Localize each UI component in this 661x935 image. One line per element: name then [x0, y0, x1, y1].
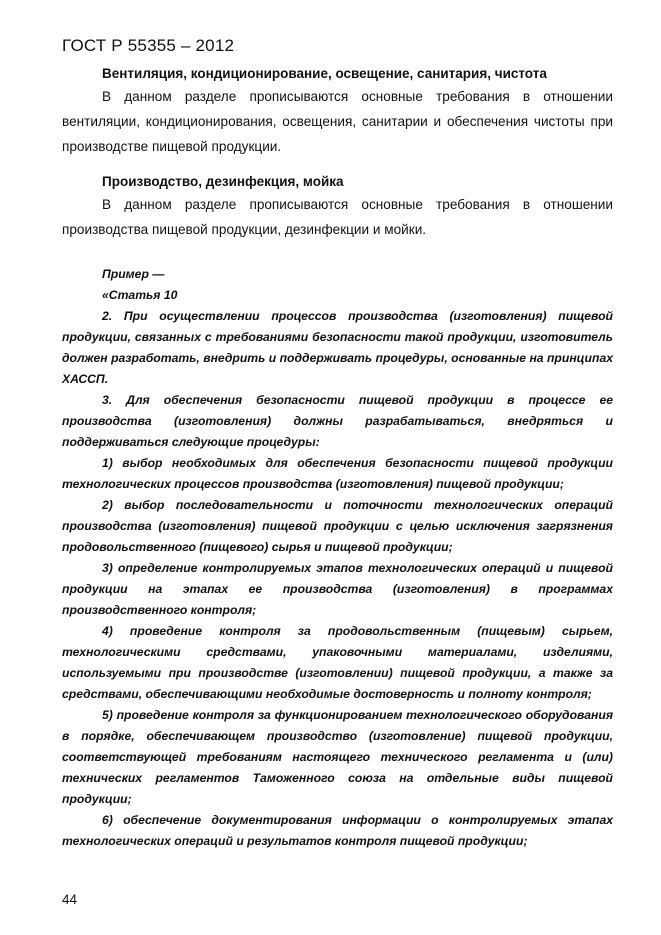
section-heading-ventilation: Вентиляция, кондиционирование, освещение, санитария, чистота: [102, 66, 547, 81]
example-paragraph: 6) обеспечение документирования информации о контролируемых этапах технологических операций и результатов контроля пищевой продукции;: [62, 813, 613, 848]
section-text-production: В данном разделе прописываются основные требования в отношении производства пищевой продукции, дезинфекции и мойки.: [62, 197, 613, 237]
example-label: Пример —: [102, 267, 165, 281]
page-content: [62, 64, 613, 852]
section-heading-production: Производство, дезинфекция, мойка: [102, 174, 344, 189]
page-number: 44: [62, 892, 78, 907]
example-paragraph: 2) выбор последовательности и поточности технологических операций производства (изготовления) пищевой продукции с целью исключения загрязнения продовольственного (пищевого) сырья и пищевой продукции;: [62, 498, 613, 554]
section-text-ventilation: В данном разделе прописываются основные требования в отношении вентиляции, кондиционирования, освещения, санитарии и обеспечения чистоты при производстве пищевой продукции.: [62, 89, 613, 154]
example-paragraph: 4) проведение контроля за продовольственным (пищевым) сырьем, технологическими средствами, упаковочными материалами, изделиями, используемыми при производстве (изготовлении) пищевой продукции, а также за средствами, обеспечивающими необходимые достоверность и полноту контроля;: [62, 624, 613, 701]
example-paragraph: 2. При осуществлении процессов производства (изготовления) пищевой продукции, связанных с требованиями безопасности такой продукции, изготовитель должен разработать, внедрить и поддерживать процедуры, основанные на принципах ХАССП.: [62, 309, 613, 386]
document-header: ГОСТ Р 55355 – 2012: [62, 36, 235, 55]
example-paragraph: 3) определение контролируемых этапов технологических операций и пищевой продукции на этапах ее производства (изготовления) в программах производственного контроля;: [62, 561, 613, 617]
example-paragraph: 3. Для обеспечения безопасности пищевой продукции в процессе ее производства (изготовления) должны разрабатываться, внедряться и поддерживаться следующие процедуры:: [62, 393, 613, 449]
example-paragraph: 1) выбор необходимых для обеспечения безопасности пищевой продукции технологических процессов производства (изготовления) пищевой продукции;: [62, 456, 613, 491]
example-article: «Статья 10: [102, 288, 178, 302]
example-block: [62, 264, 613, 852]
example-paragraph: 5) проведение контроля за функционированием технологического оборудования в порядке, обеспечивающем производство (изготовление) пищевой продукции, соответствующей требованиям настоящего технического регламента и (или) технических регламентов Таможенного союза на отдельные виды пищевой продукции;: [62, 708, 613, 806]
